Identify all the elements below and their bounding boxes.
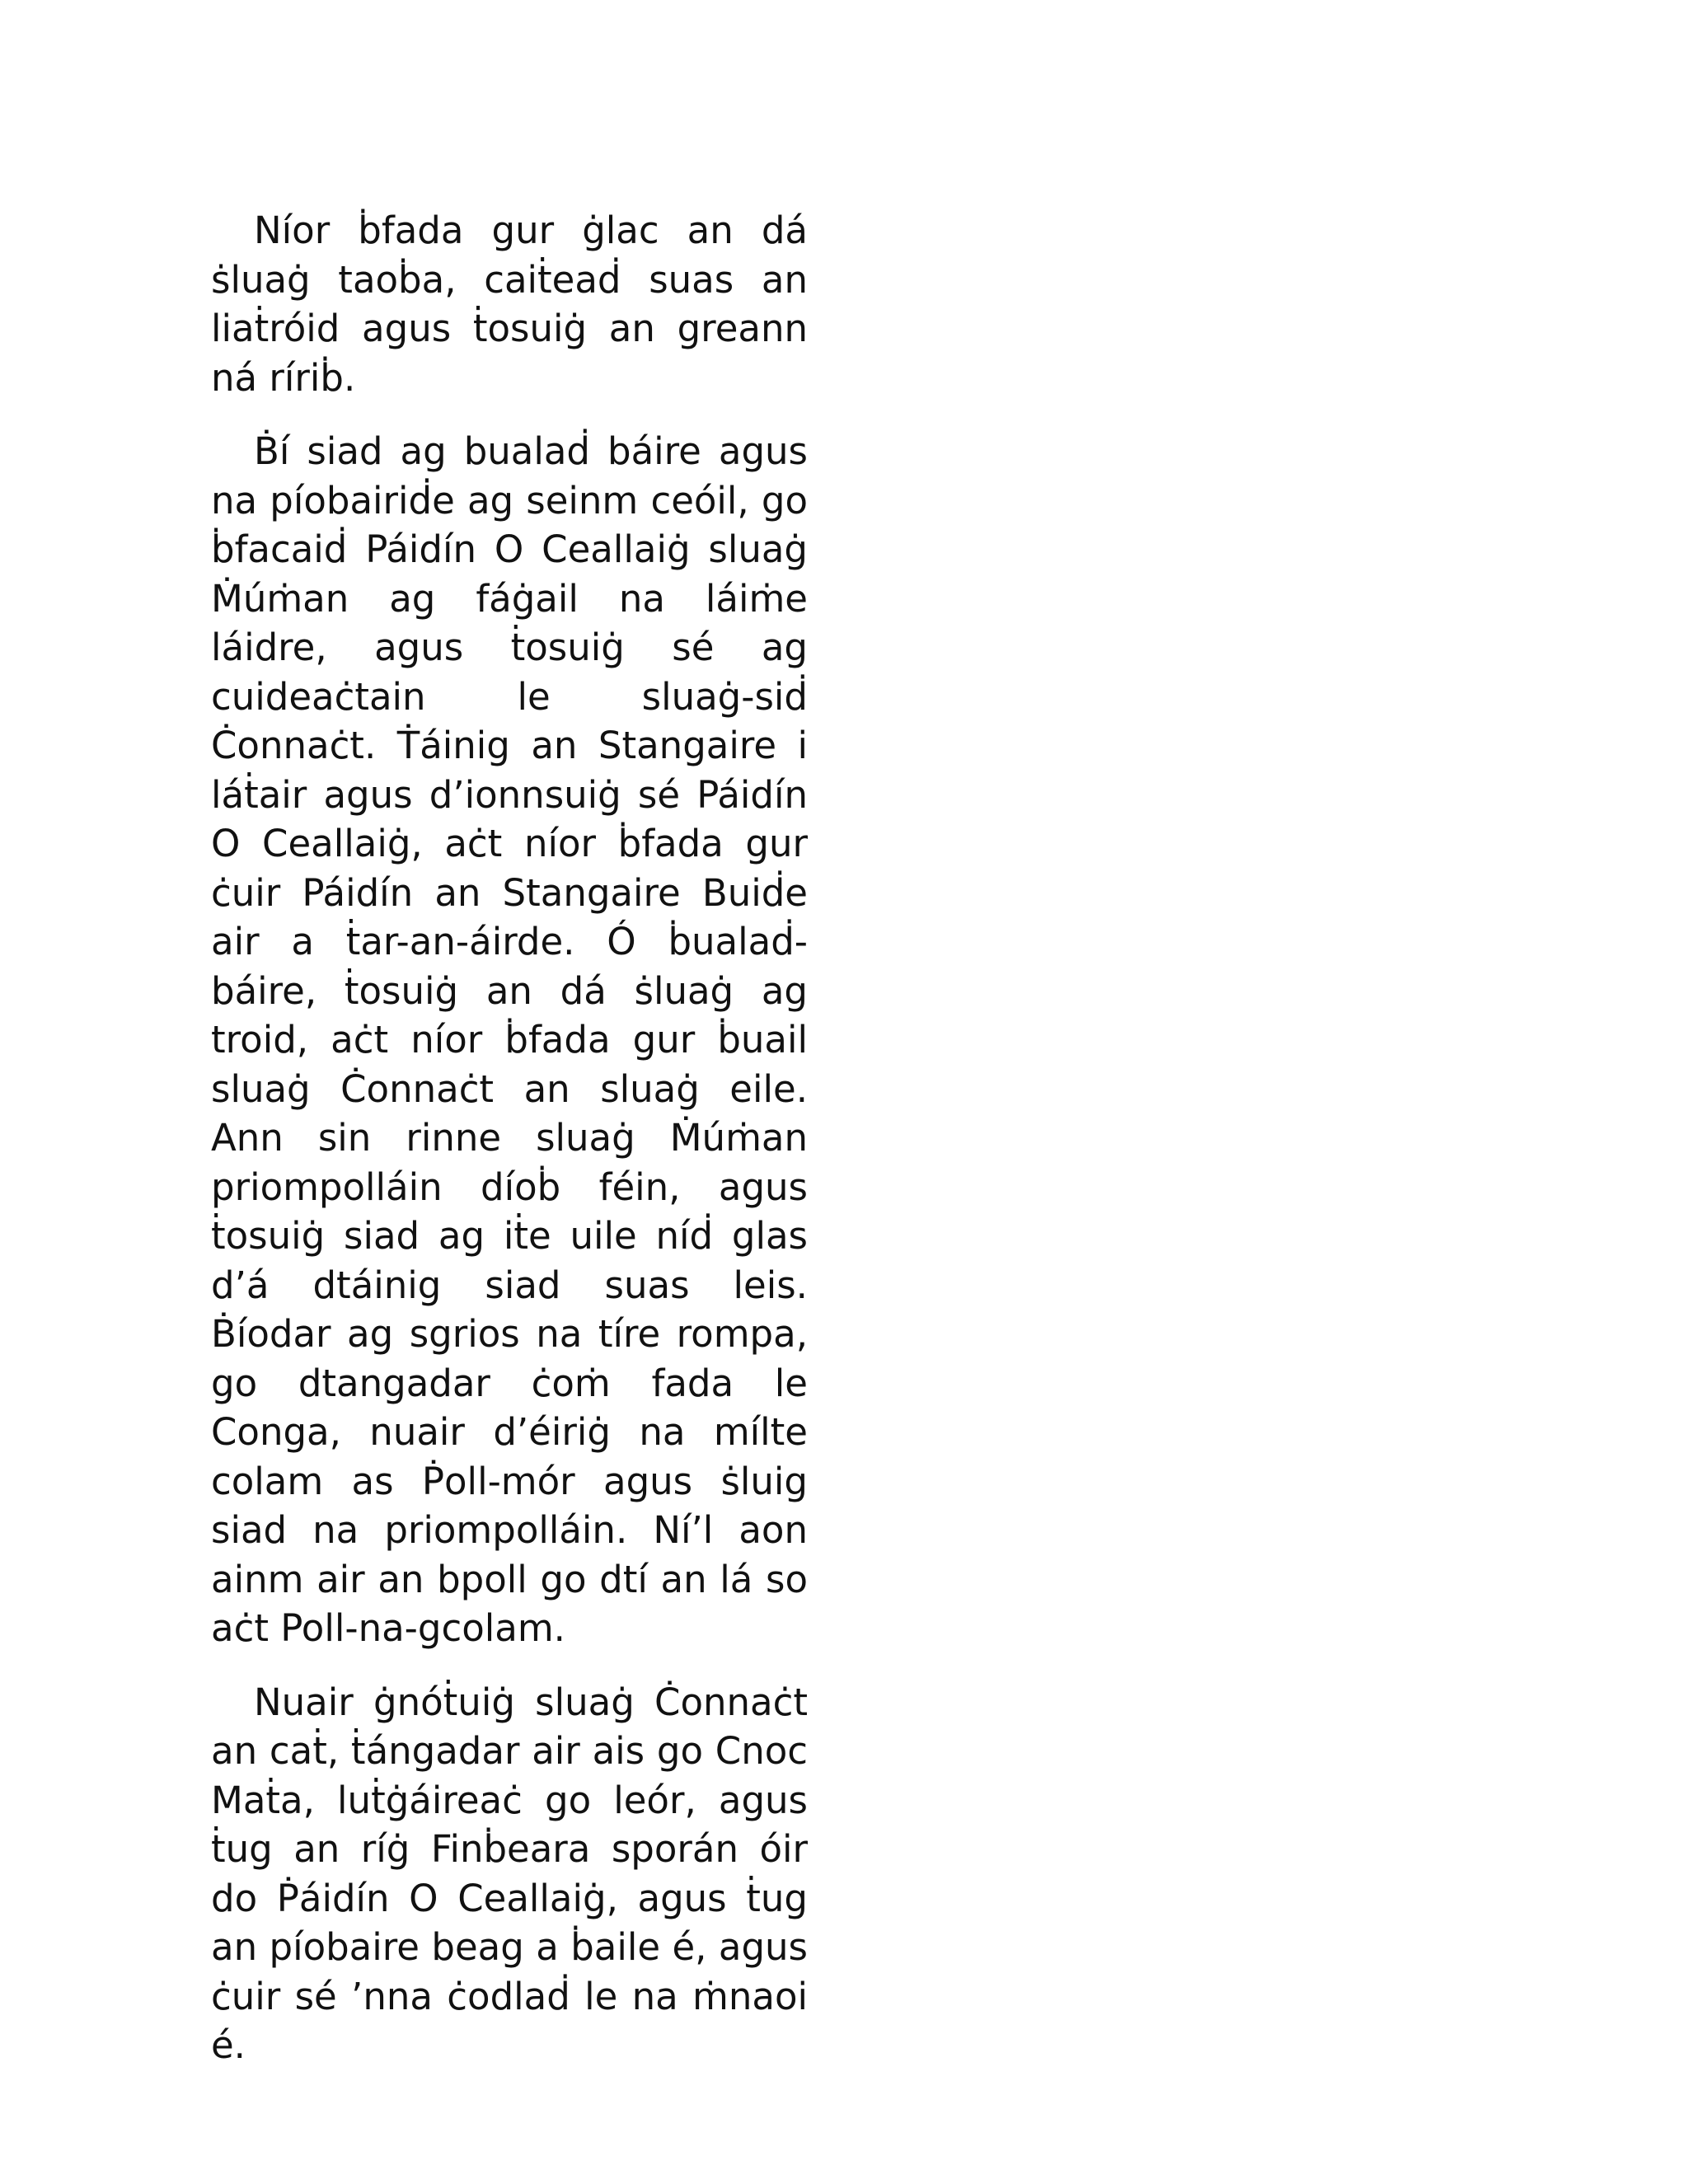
text-column xyxy=(211,206,808,2070)
paragraph-2: Ḃí siad ag bualaḋ báire agus na píobairiḋe ag seinm ceóil, go ḃfacaiḋ Páidín O Ceallaiġ sluaġ Ṁúṁan ag fáġail na láiṁe láidre, agus ṫosuiġ sé ag cuideaċtain le sluaġ-siḋ Ċonnaċt. Ṫáinig an Stangaire i láṫair agus d’ionnsuiġ sé Páidín O Ceallaiġ, aċt níor ḃfada gur ċuir Páidín an Stangaire Buiḋe air a ṫar-an-áirde. Ó ḃualaḋ-báire, ṫosuiġ an dá ṡluaġ ag troid, aċt níor ḃfada gur ḃuail sluaġ Ċonnaċt an sluaġ eile. Ann sin rinne sluaġ Ṁúṁan priompolláin díoḃ féin, agus ṫosuiġ siad ag iṫe uile níḋ glas d’á dtáinig siad suas leis. Ḃíodar ag sgrios na tíre rompa, go dtangadar ċoṁ fada le Conga, nuair d’éiriġ na mílte colam as Ṗoll-mór agus ṡluig siad na priompolláin. Ní’l aon ainm air an bpoll go dtí an lá so aċt Poll-na-gcolam. xyxy=(211,429,808,1650)
paragraph-3: Nuair ġnóṫuiġ sluaġ Ċonnaċt an caṫ, ṫángadar air ais go Cnoc Maṫa, luṫġáireaċ go leór, agus ṫug an ríġ Finḃeara sporán óir do Ṗáidín O Ceallaiġ, agus ṫug an píobaire beag a ḃaile é, agus ċuir sé ’nna ċodlaḋ le na ṁnaoi é. xyxy=(211,1680,808,2067)
paragraph-1: Níor ḃfada gur ġlac an dá ṡluaġ taoḃa, caiṫeaḋ suas an liaṫróid agus ṫosuiġ an greann ná ríriḃ. xyxy=(211,209,808,400)
